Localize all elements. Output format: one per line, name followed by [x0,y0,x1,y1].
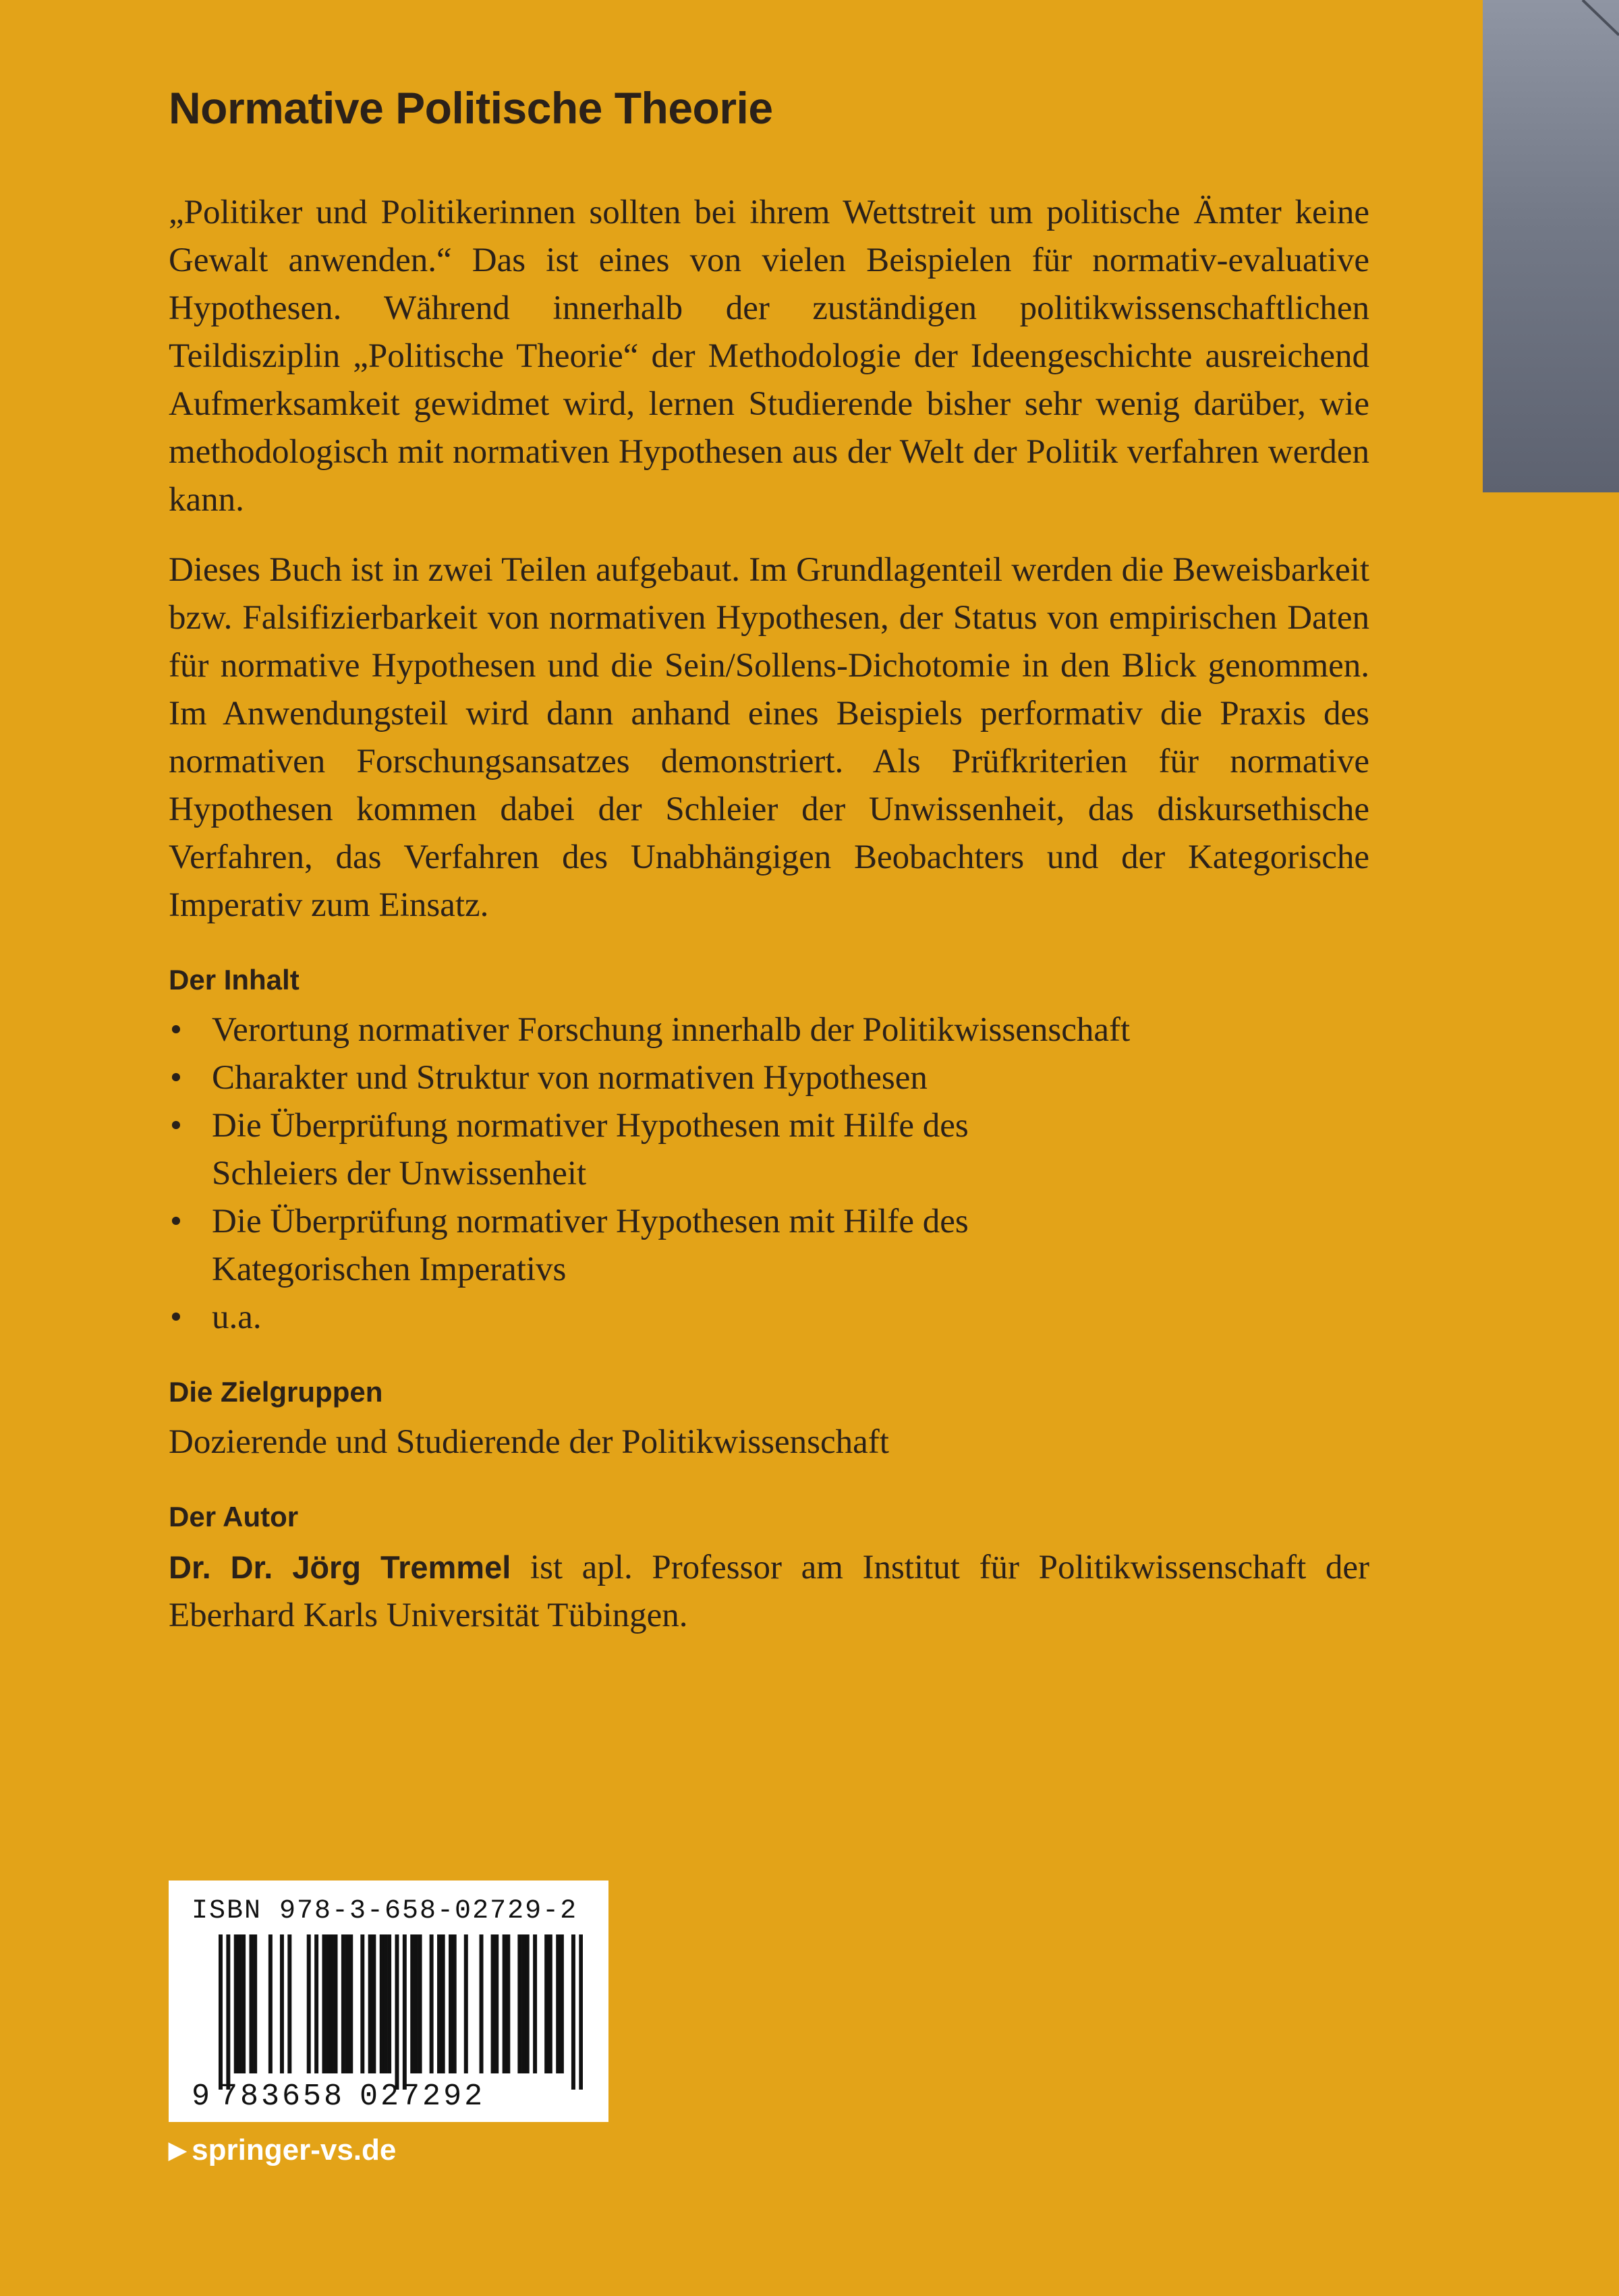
paragraph-intro: „Politiker und Politikerinnen sollten bei ihrem Wettstreit um politische Ämter keine Gewalt anwenden.“ Das ist eines von vielen Beispielen für normativ-evaluative Hypothesen. Während innerhalb der zuständigen politikwissenschaftlichen Teildisziplin „Politische Theorie“ der Methodologie der Ideengeschichte ausreichend Aufmerksamkeit gewidmet wird, lernen Studierende bisher sehr wenig darüber, wie methodologisch mit normativen Hypothesen aus der Welt der Politik verfahren werden kann. [169,194,1369,519]
barcode-bar [430,1934,434,2073]
isbn-label: ISBN 978-3-658-02729-2 [192,1896,578,1926]
corner-line-decoration [1483,0,1619,54]
barcode-bar [491,1934,495,2073]
barcode-bar [349,1934,353,2073]
barcode-digit-left: 783658 [219,2079,345,2114]
barcode-bar [464,1934,468,2073]
isbn-barcode [169,1881,608,2122]
barcode-bar [517,1934,521,2073]
book-title: Normative Politische Theorie [169,83,773,133]
barcode-bar [437,1934,441,2073]
barcode-bar [234,1934,238,2073]
barcode-bar [403,1934,407,2090]
author-bio-text: ist apl. Professor am Institut für Politikwissenschaft der Eberhard Karls Universität Tübingen. [169,1549,1370,1634]
barcode-bar [533,1934,537,2073]
paragraph-structure: Dieses Buch ist in zwei Teilen aufgebaut. Im Grundlagenteil werden die Beweisbarkeit bzw. Falsifizierbarkeit von normativen Hypothesen, der Status von empirischen Daten für normative Hypothesen und die Sein/Sollens-Dichotomie in den Blick genommen. Im Anwendungsteil wird dann anhand eines Beispiels performativ die Praxis des normativen Forschungsansatzes demonstriert. Als Prüfkriterien für normative Hypothesen kommen dabei der Schleier der Unwissenheit, das diskursethische Verfahren, das Verfahren des Unabhängigen Beobachters und der Kategorische Imperativ zum Einsatz. [169,551,1369,924]
barcode-bar [544,1934,548,2073]
publisher-url: springer-vs.de [192,2133,397,2166]
barcode-bar [226,1934,230,2090]
barcode-bar [380,1934,384,2073]
barcode-bar [314,1934,318,2073]
barcode-bar [253,1934,257,2073]
barcode-bar [526,1934,530,2073]
contents-item: • Verortung normativer Forschung innerhalb der Politikwissenschaft [169,1006,1369,1054]
barcode-bar [322,1934,326,2073]
barcode-bar [341,1934,345,2073]
barcode-bar [280,1934,284,2073]
arrow-right-icon: ▶ [169,2137,187,2163]
audience-heading: Die Zielgruppen [169,1376,383,1408]
barcode-bar [360,1934,364,2073]
author-heading: Der Autor [169,1501,299,1532]
barcode-bar [414,1934,418,2073]
barcode-bar [579,1934,583,2090]
barcode-bar [268,1934,273,2073]
barcode-bar [494,1934,499,2073]
barcode-bar [453,1934,457,2073]
barcode-bar [449,1934,453,2073]
barcode-bar [330,1934,334,2073]
author-name: Dr. Dr. Jörg Tremmel [169,1549,511,1585]
barcode-bar [521,1934,526,2073]
contents-item: • Die Überprüfung normativer Hypothesen mit Hilfe des Schleiers der Unwissenheit [169,1102,1369,1198]
audience-text: Dozierende und Studierende der Politikwissenschaft [169,1423,889,1461]
barcode-bar [410,1934,414,2073]
back-cover-text [169,80,1369,1640]
barcode-bar [242,1934,246,2073]
barcode-bar [556,1934,560,2073]
barcode-bar [307,1934,311,2073]
barcode-bar [368,1934,372,2073]
barcode-bar [372,1934,376,2073]
barcode-bar [506,1934,510,2073]
contents-item: • Charakter und Struktur von normativen Hypothesen [169,1054,1369,1102]
contents-item: • u.a. [169,1294,1369,1342]
author-bio [169,1543,1369,1640]
barcode-bar [441,1934,445,2073]
contents-list [169,1006,1369,1342]
barcode-bar [334,1934,338,2073]
barcode-bar [383,1934,387,2073]
barcode-bar [548,1934,552,2073]
barcode-bar [503,1934,507,2073]
barcode-bar [287,1934,291,2073]
barcode-bar [326,1934,330,2073]
contents-item: • Die Überprüfung normativer Hypothesen mit Hilfe des Kategorischen Imperativs [169,1198,1369,1294]
barcode-bar [395,1934,399,2090]
barcode-bar [387,1934,391,2073]
barcode-digit-lead: 9 [192,2079,213,2114]
barcode-bar [480,1934,484,2073]
barcode-bar [560,1934,564,2073]
barcode-digit-right: 027292 [360,2079,486,2114]
barcode-digits [192,2079,485,2115]
barcode-bars [219,1934,583,2090]
barcode-bar [345,1934,349,2073]
barcode-bar [571,1934,575,2090]
publisher-link[interactable] [169,2131,396,2169]
corner-graphic [1483,0,1619,492]
barcode-bar [219,1934,223,2090]
barcode-bar [418,1934,422,2073]
contents-heading: Der Inhalt [169,964,300,996]
barcode-bar [249,1934,253,2073]
barcode-bar [237,1934,242,2073]
